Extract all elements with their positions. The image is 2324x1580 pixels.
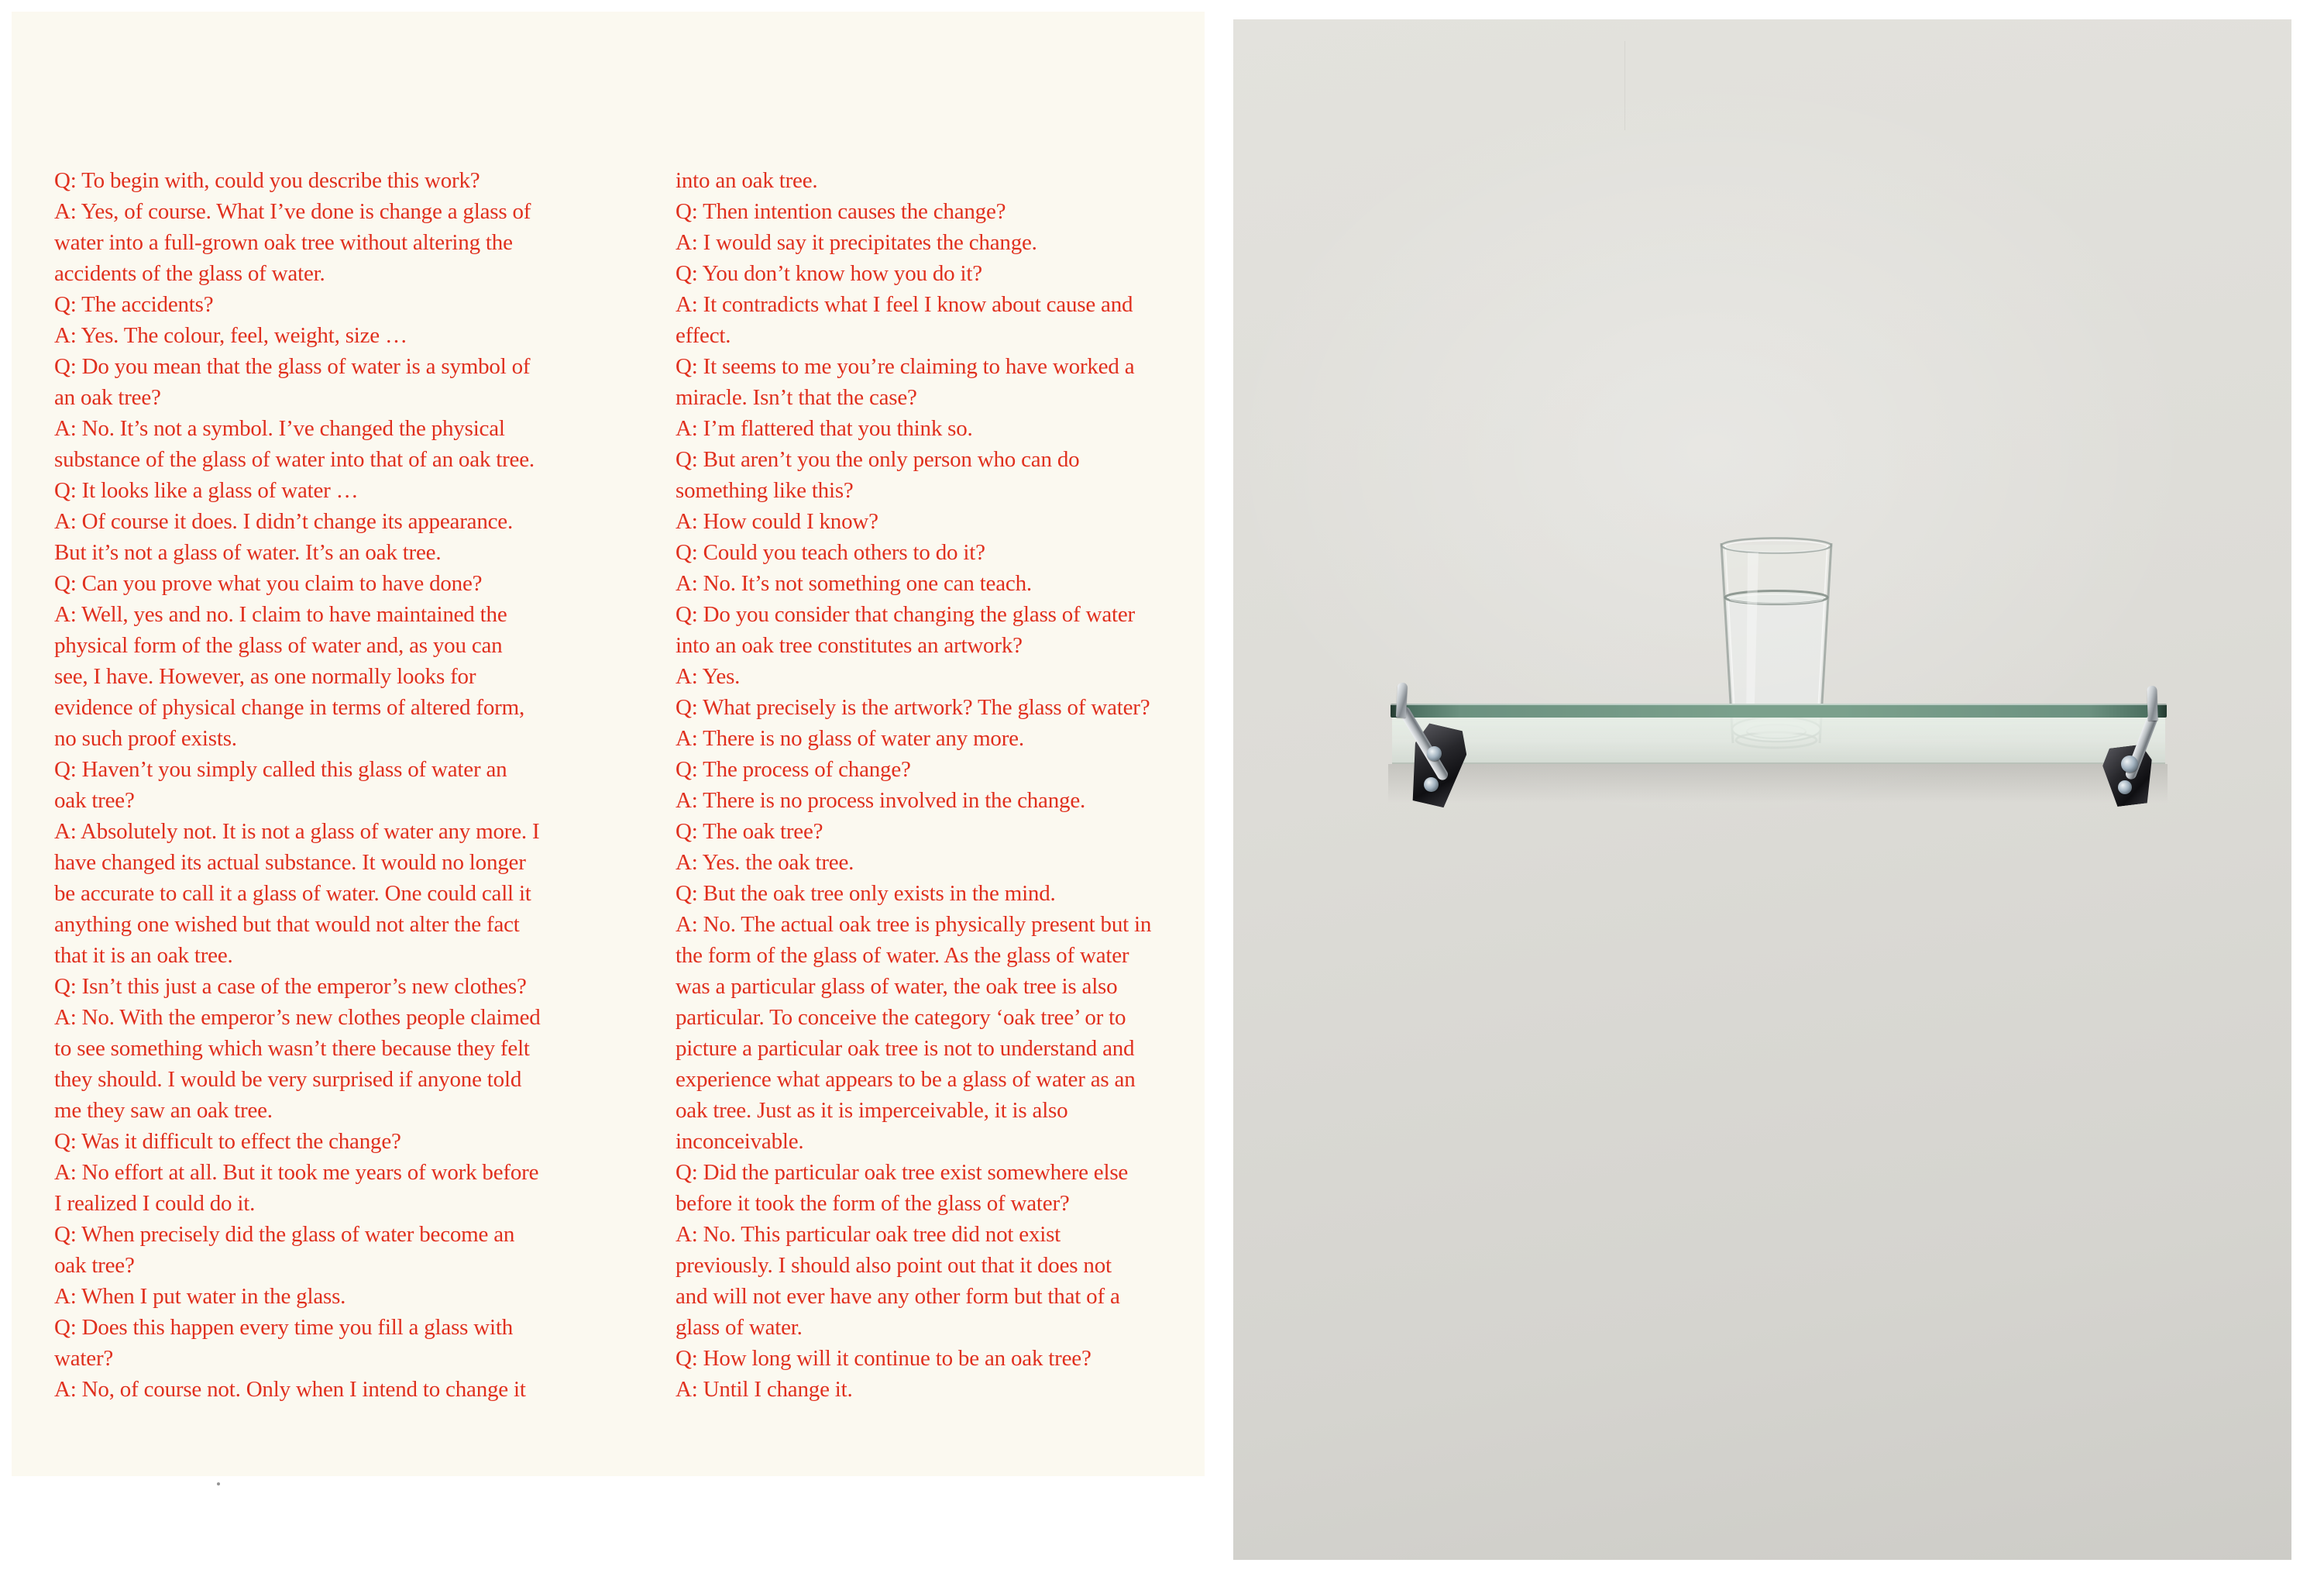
dialogue-line: particular. To conceive the category ‘oak tree’ or to [676,1005,1126,1030]
dialogue-line: something like this? [676,478,854,503]
right-bracket-screw [2118,780,2132,794]
dialogue-line: Q: Do you consider that changing the glass of water [676,602,1136,627]
dialogue-line: Q: Haven’t you simply called this glass of water an [54,757,507,782]
shelf-top-edge [1391,704,2167,718]
dialogue-line: physical form of the glass of water and, as you can [54,633,503,658]
printed-text-page [12,12,1205,1476]
dialogue-line: Q: When precisely did the glass of water become an [54,1222,515,1247]
dialogue-line: that it is an oak tree. [54,943,233,968]
dialogue-line: Q: How long will it continue to be an oak tree? [676,1346,1092,1371]
dialogue-line: was a particular glass of water, the oak tree is also [676,974,1118,999]
dialogue-line: effect. [676,323,731,348]
dialogue-line: Q: Then intention causes the change? [676,199,1006,224]
dialogue-line: A: Until I change it. [676,1377,853,1402]
dialogue-line: A: Well, yes and no. I claim to have maintained the [54,602,507,627]
dialogue-line: glass of water. [676,1315,803,1340]
dialogue-line: Q: Was it difficult to effect the change? [54,1129,401,1154]
print-speck [217,1482,220,1485]
dialogue-line: Q: Does this happen every time you fill a glass with [54,1315,514,1340]
dialogue-line: inconceivable. [676,1129,804,1154]
dialogue-line: Q: Isn’t this just a case of the emperor’s new clothes? [54,974,527,999]
dialogue-line: A: When I put water in the glass. [54,1284,346,1309]
dialogue-line: A: Yes. [676,664,741,689]
dialogue-line: A: I would say it precipitates the change. [676,230,1037,255]
dialogue-line: But it’s not a glass of water. It’s an oak tree. [54,540,442,565]
dialogue-line: Q: Can you prove what you claim to have done? [54,571,483,596]
artwork-photograph [1233,19,2291,1560]
dialogue-line: A: No. This particular oak tree did not exist [676,1222,1061,1247]
dialogue-line: A: How could I know? [676,509,878,534]
dialogue-line: Q: The process of change? [676,757,911,782]
dialogue-line: A: There is no glass of water any more. [676,726,1024,751]
dialogue-line: A: It contradicts what I feel I know about cause and [676,292,1133,317]
dialogue-line: water? [54,1346,114,1371]
dialogue-line: Q: The oak tree? [676,819,823,844]
dialogue-line: they should. I would be very surprised if anyone told [54,1067,522,1092]
dialogue-line: experience what appears to be a glass of water as an [676,1067,1136,1092]
dialogue-line: have changed its actual substance. It would no longer [54,850,526,875]
dialogue-line: A: Yes. The colour, feel, weight, size … [54,323,407,348]
dialogue-line: A: No. The actual oak tree is physically present but in [676,912,1152,937]
left-bracket-screw [1427,746,1442,761]
dialogue-line: into an oak tree constitutes an artwork? [676,633,1023,658]
dialogue-line: picture a particular oak tree is not to understand and [676,1036,1135,1061]
dialogue-line: Q: It looks like a glass of water … [54,478,359,503]
dialogue-line: Q: What precisely is the artwork? The glass of water? [676,695,1150,720]
dialogue-line: A: No. It’s not a symbol. I’ve changed the physical [54,416,505,441]
dialogue-line: to see something which wasn’t there because they felt [54,1036,530,1061]
shelf-front-face [1392,716,2165,764]
dialogue-line: oak tree? [54,1253,135,1278]
dialogue-line: Q: To begin with, could you describe this work? [54,168,480,193]
dialogue-line: me they saw an oak tree. [54,1098,273,1123]
dialogue-line: A: Of course it does. I didn’t change its appearance. [54,509,514,534]
dialogue-line: substance of the glass of water into that of an oak tree. [54,447,535,472]
dialogue-line: Q: Did the particular oak tree exist somewhere else [676,1160,1129,1185]
dialogue-line: I realized I could do it. [54,1191,256,1216]
dialogue-line: the form of the glass of water. As the glass of water [676,943,1129,968]
left-bracket-clamp [1396,683,1408,718]
right-bracket-pivot [2121,756,2138,773]
dialogue-line: A: No effort at all. But it took me years of work before [54,1160,539,1185]
dialogue-line: Q: It seems to me you’re claiming to have worked a [676,354,1135,379]
dialogue-line: A: No. It’s not something one can teach. [676,571,1032,596]
dialogue-line: Q: The accidents? [54,292,214,317]
dialogue-line: an oak tree? [54,385,161,410]
dialogue-line: Q: But aren’t you the only person who can do [676,447,1080,472]
dialogue-line: see, I have. However, as one normally looks for [54,664,476,689]
dialogue-line: anything one wished but that would not alter the fact [54,912,520,937]
dialogue-line: miracle. Isn’t that the case? [676,385,917,410]
text-column-2 [676,165,1249,1405]
dialogue-line: water into a full-grown oak tree without altering the [54,230,513,255]
dialogue-line: before it took the form of the glass of water? [676,1191,1070,1216]
dialogue-line: A: Yes, of course. What I’ve done is change a glass of [54,199,531,224]
under-shelf-shadow [1388,764,2168,803]
dialogue-line: no such proof exists. [54,726,237,751]
dialogue-line: A: No. With the emperor’s new clothes people claimed [54,1005,541,1030]
dialogue-line: and will not ever have any other form but that of a [676,1284,1120,1309]
dialogue-line: oak tree? [54,788,135,813]
dialogue-line: Q: Could you teach others to do it? [676,540,985,565]
dialogue-line: Q: Do you mean that the glass of water is a symbol of [54,354,531,379]
dialogue-line: accidents of the glass of water. [54,261,325,286]
dialogue-line: into an oak tree. [676,168,818,193]
dialogue-line: oak tree. Just as it is imperceivable, it is also [676,1098,1068,1123]
dialogue-line: A: Yes. the oak tree. [676,850,854,875]
dialogue-line: A: There is no process involved in the change. [676,788,1086,813]
text-column-1 [54,165,627,1405]
dialogue-line: A: Absolutely not. It is not a glass of water any more. I [54,819,540,844]
dialogue-line: previously. I should also point out that it does not [676,1253,1112,1278]
dialogue-line: evidence of physical change in terms of altered form, [54,695,525,720]
dialogue-line: be accurate to call it a glass of water. One could call it [54,881,531,906]
right-bracket-clamp [2147,686,2158,721]
left-bracket-screw [1424,777,1439,792]
dialogue-line: Q: You don’t know how you do it? [676,261,982,286]
wall-crack-line [1624,41,1625,130]
dialogue-line: Q: But the oak tree only exists in the mind. [676,881,1056,906]
dialogue-line: A: No, of course not. Only when I intend to change it [54,1377,526,1402]
dialogue-line: A: I’m flattered that you think so. [676,416,973,441]
